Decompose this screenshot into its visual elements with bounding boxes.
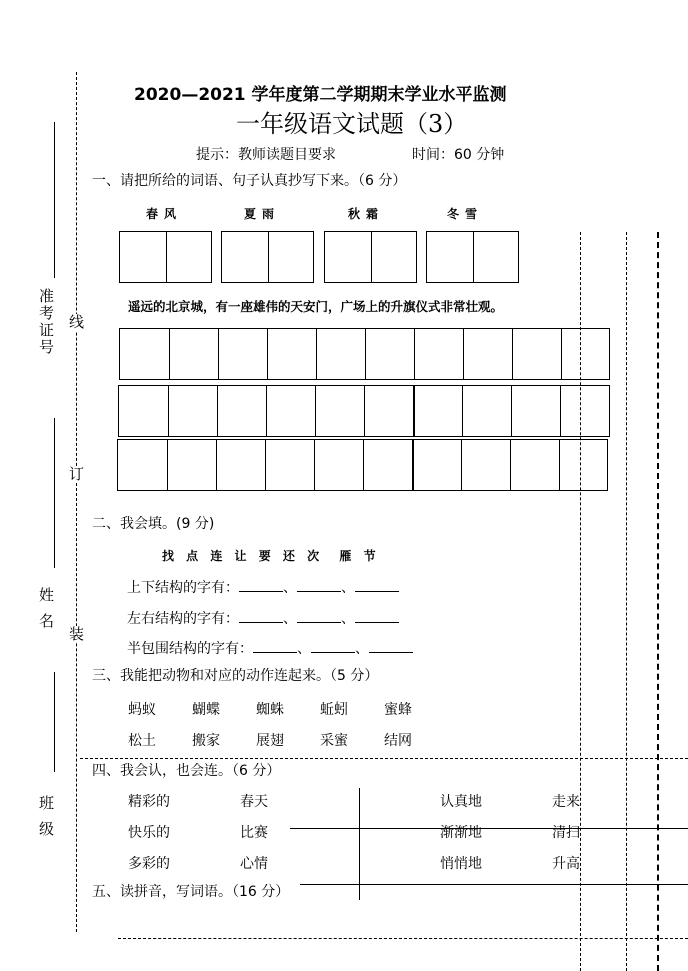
match-word[interactable]: 春天: [240, 794, 268, 810]
fill-row-left-right: 左右结构的字有： 、 、: [127, 608, 399, 628]
exam-id-underline: [54, 122, 55, 278]
fill-row-label: 左右结构的字有：: [127, 611, 239, 627]
match-word[interactable]: 认真地: [440, 794, 482, 810]
match-word[interactable]: 升高: [552, 856, 580, 872]
word-label-2: 夏雨: [244, 207, 281, 221]
name-underline: [54, 418, 55, 568]
match-word[interactable]: 多彩的: [128, 856, 170, 872]
animal-word[interactable]: 蝴蝶: [192, 702, 220, 718]
fill-row-top-bottom: 上下结构的字有： 、 、: [127, 577, 399, 597]
match-word[interactable]: 心情: [240, 856, 268, 872]
action-word[interactable]: 采蜜: [320, 733, 348, 749]
answer-blank[interactable]: [239, 610, 283, 623]
match-word[interactable]: 比赛: [240, 825, 268, 841]
section2-heading: 二、我会填。(9 分): [92, 516, 215, 532]
sentence-grid-row-2[interactable]: [118, 385, 610, 437]
word-writing-box-3[interactable]: [324, 231, 417, 283]
fill-row-half-enclosure: 半包围结构的字有： 、 、: [127, 638, 413, 658]
animal-word[interactable]: 蜜蜂: [384, 702, 412, 718]
section4-stray-line-2: [300, 884, 688, 885]
section4-heading: 四、我会认，也会连。（6 分）: [92, 760, 284, 780]
character-list: 找 点 连 让 要 还 次 雁 节: [162, 549, 380, 563]
name-label: 姓名: [38, 586, 54, 630]
word-writing-box-4[interactable]: [426, 231, 519, 283]
action-word[interactable]: 展翅: [256, 733, 284, 749]
match-word[interactable]: 走来: [552, 794, 580, 810]
bind-mark-bind: 装: [68, 625, 84, 643]
right-dashed-line-2: [626, 232, 627, 971]
answer-blank[interactable]: [297, 579, 341, 592]
sentence-grid-row-1[interactable]: [119, 328, 610, 380]
action-word[interactable]: 松土: [128, 733, 156, 749]
word-label-1: 春风: [146, 207, 183, 221]
animal-word[interactable]: 蜘蛛: [256, 702, 284, 718]
fill-row-label: 半包围结构的字有：: [127, 641, 253, 657]
animal-word[interactable]: 蚂蚁: [128, 702, 156, 718]
section3-heading: 三、我能把动物和对应的动作连起来。（5 分）: [92, 668, 379, 684]
animal-word[interactable]: 蚯蚓: [320, 702, 348, 718]
page-title: 一年级语文试题（3）: [236, 110, 468, 138]
answer-blank[interactable]: [355, 579, 399, 592]
answer-blank[interactable]: [239, 579, 283, 592]
match-word[interactable]: 渐渐地: [440, 825, 482, 841]
section4-stray-line-1: [290, 828, 688, 829]
section5-heading: 五、读拼音，写词语。（16 分）: [92, 884, 290, 900]
binding-dashed-line: [76, 72, 77, 932]
right-dashed-line-3: [657, 232, 659, 971]
exam-term-line: 2020—2021 学年度第二学期期末学业水平监测: [134, 85, 507, 105]
answer-blank[interactable]: [355, 610, 399, 623]
hint-text: 提示：教师读题目要求: [196, 147, 336, 163]
match-word[interactable]: 精彩的: [128, 794, 170, 810]
answer-blank[interactable]: [369, 640, 413, 653]
action-word[interactable]: 搬家: [192, 733, 220, 749]
class-label: 班级: [38, 794, 54, 838]
bind-mark-line: 线: [68, 313, 84, 331]
match-word[interactable]: 清扫: [552, 825, 580, 841]
word-writing-box-2[interactable]: [221, 231, 314, 283]
bind-mark-staple: 订: [68, 465, 84, 483]
word-writing-box-1[interactable]: [119, 231, 212, 283]
action-word[interactable]: 结网: [384, 733, 412, 749]
bottom-dashed-line: [118, 938, 688, 939]
answer-blank[interactable]: [311, 640, 355, 653]
section4-top-dashed-line: [80, 758, 688, 759]
answer-blank[interactable]: [297, 610, 341, 623]
match-word[interactable]: 快乐的: [128, 825, 170, 841]
time-text: 时间：60 分钟: [412, 147, 505, 163]
exam-id-label: 准考证号: [38, 287, 54, 356]
class-underline: [54, 672, 55, 772]
word-label-3: 秋霜: [348, 207, 385, 221]
section1-heading: 一、请把所给的词语、句子认真抄写下来。（6 分）: [92, 173, 407, 189]
answer-blank[interactable]: [253, 640, 297, 653]
sentence-grid-row-3[interactable]: [117, 439, 608, 491]
fill-row-label: 上下结构的字有：: [127, 580, 239, 596]
word-label-4: 冬雪: [447, 207, 484, 221]
match-word[interactable]: 悄悄地: [440, 856, 482, 872]
copy-sentence: 遥远的北京城，有一座雄伟的天安门，广场上的升旗仪式非常壮观。: [128, 299, 504, 314]
